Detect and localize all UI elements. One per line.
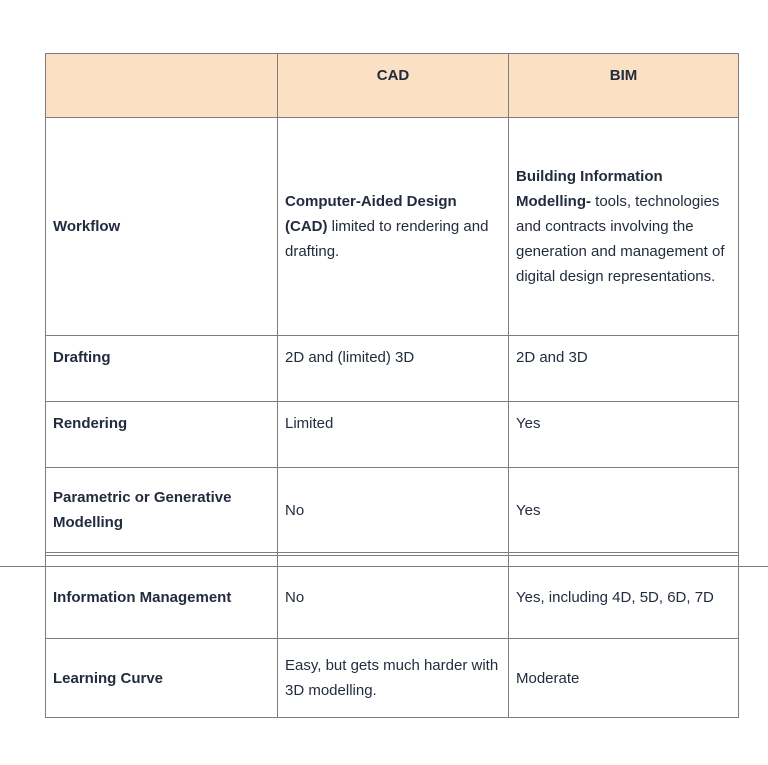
- workflow-label: Workflow: [53, 218, 121, 235]
- information-bim-cell: Yes, including 4D, 5D, 6D, 7D: [509, 556, 739, 639]
- information-label: Information Management: [53, 588, 232, 606]
- workflow-label-cell: [46, 118, 278, 336]
- parametric-cad-cell: No: [278, 468, 509, 553]
- information-row: [46, 556, 739, 639]
- parametric-row: [46, 468, 739, 553]
- parametric-label-cell: [46, 468, 278, 553]
- header-cad-cell: CAD: [278, 54, 509, 118]
- workflow-row: [46, 118, 739, 336]
- workflow-bim-bold-text: Building Information Modelling-: [516, 168, 663, 210]
- learning-curve-row: [46, 639, 739, 718]
- rendering-label-cell: [46, 402, 278, 468]
- learning-label: Learning Curve: [53, 669, 164, 687]
- drafting-row: [46, 336, 739, 402]
- workflow-cad-bold-text: Computer-Aided Design (CAD): [285, 193, 457, 235]
- workflow-cad-text: limited to rendering and drafting.: [285, 218, 489, 260]
- header-empty-cell: [46, 54, 278, 118]
- workflow-bim-cell: [509, 118, 739, 336]
- rendering-cad-cell: Limited: [278, 402, 509, 468]
- information-label-cell: [46, 556, 278, 639]
- drafting-cad-cell: 2D and (limited) 3D: [278, 336, 509, 402]
- drafting-bim-cell: 2D and 3D: [509, 336, 739, 402]
- information-cad-cell: No: [278, 556, 509, 639]
- header-bim-cell: BIM: [509, 54, 739, 118]
- workflow-bim-text: tools, technologies and contracts involving the generation and management of digital design representations.: [516, 193, 725, 285]
- drafting-label: Drafting: [53, 349, 111, 366]
- learning-label-cell: [46, 639, 278, 718]
- rendering-bim-cell: Yes: [509, 402, 739, 468]
- learning-cad-cell: Easy, but gets much harder with 3D modelling.: [278, 639, 509, 718]
- rendering-label: Rendering: [53, 415, 128, 432]
- parametric-bim-cell: Yes: [509, 468, 739, 553]
- page-break-line: [0, 566, 768, 567]
- rendering-row: [46, 402, 739, 468]
- drafting-label-cell: [46, 336, 278, 402]
- learning-bim-cell: Moderate: [509, 639, 739, 718]
- parametric-label: Parametric or Generative Modelling: [53, 489, 232, 531]
- cad-bim-comparison-table: [45, 53, 739, 718]
- table-header-row: [46, 54, 739, 118]
- workflow-cad-cell: [278, 118, 509, 336]
